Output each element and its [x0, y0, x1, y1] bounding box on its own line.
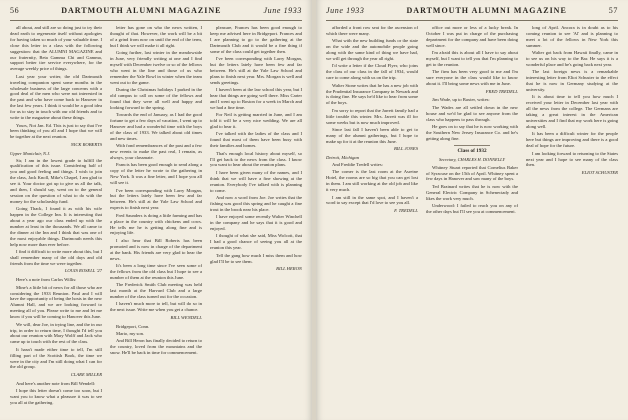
letter-signature: BILL WENDELL — [170, 314, 202, 320]
letter-signature: NICK ROBERTS — [70, 141, 102, 147]
paragraph: Here's a note from Carlos Willis: — [16, 277, 77, 283]
paragraph: Mine's a little bit of news for all those who are considering the 1933 Reunion. Paul and I will have the opportunity of being the hosts in the new Alumni Hall, and we are looking forward to meeting all of you. Please write to me and let me know if you will be coming to Hanover this June. — [10, 284, 102, 320]
paragraph: Last year your writer, the old Dartmouth traveling companion spent some months in the wholesale business of the large concerns with a good deal of the men who were not interested in the past and who have come back to Hanover in the last few years. I think it would be a good idea for us to stay in touch with our old friends and to write to the magazine about these things. — [10, 73, 102, 121]
paragraph: Francis has been good enough to send along a copy of the letter he wrote to the gathering in New York. It was a fine letter, and I hope you all will see it. — [110, 162, 202, 186]
paragraph: I've been corresponding with Larry Morgan, but the letters lately have been few and far between. He's still at the Yale Law School and expects to finish next year. — [110, 187, 202, 211]
paragraph: And here's another note from Bill Wendell: — [16, 380, 96, 386]
paragraph: Mario, my son. — [116, 331, 145, 336]
paragraph: letter has gone on who the news written, I thought of that. However, the work will be a bit of a grind from now on until the end of the term, but I think we will make it all right. — [110, 25, 202, 48]
paragraph: During the Christmas holidays I parked in the old campus to call on some of the fellows and found that they were all well and happy and looking forward to the spring. — [110, 87, 202, 110]
paragraph: He goes on to say that he is now working with the Southern New Jersey Insurance Co. and he's getting along fine. — [426, 124, 518, 141]
letter-location: Upper Montclair, N.J. — [10, 150, 51, 156]
text-column — [526, 25, 618, 420]
letter-location: Detroit, Michigan — [326, 155, 360, 161]
paragraph: That's enough local history about myself, so I'll get back to the news from the class. I know you want to hear about the reunion plans. — [210, 150, 302, 168]
paragraph: I am looking forward to returning to the States next year and I hope to see many of the class then. — [526, 150, 618, 168]
page-number: 57 — [608, 6, 618, 15]
column-group — [326, 25, 618, 420]
paragraph: I also hear that Bill Roberts has been promoted and is now in charge of the department at the bank. His friends are very glad to hear the news. — [110, 237, 202, 261]
paragraph: Fred Saunders is doing a little farming and has a place in the country with chickens and cows. He tells me he is getting along fine and is enjoying life. — [110, 212, 202, 236]
paragraph: I'm afraid this is about all I have to say about myself, but I want to tell you that I'm planning to get to the reunion. — [426, 50, 518, 67]
letter-signature: LOUIS ROSELL '27 — [64, 268, 102, 274]
text-column — [326, 25, 418, 420]
paragraph: It has been a difficult winter for the people here but things are improving and there is a good deal of hope for the future. — [526, 131, 618, 149]
paragraph: long of April. Ancora is in doubt as to his coming reunion to see 'Al' and is planning to meet a lot of the fellows in New York this summer. — [526, 25, 618, 48]
paragraph: office out more or less of a lucky break. In October I was put in charge of the purchasing department for the company and have been doing well since. — [426, 25, 518, 48]
paragraph: I haven't been at the law school this year, but I hear that things are going well there. Miss Carter and I went up to Boston for a week in March and we had a fine time. — [210, 87, 302, 110]
paragraph: What with the new building funds or the state on the wide and the automobile people going along with the same kind of thing we have had, we will get through the year all right. — [326, 38, 418, 62]
section-divider — [454, 145, 491, 146]
paragraph: The Frederick Smith Club meeting was held last month at the Harvard Club and a large number of the class turned out for the occasion. — [110, 282, 202, 299]
paragraph: Going Thack, I found it as with his wife happen in the College Inn. It is interesting that about a year ago our class ended up with the number at least in the thousands. We all came to the dinner at the Inn and I think that was one of the most enjoyable things. Dartmouth needs this help now more than ever before. — [10, 206, 102, 247]
paragraph: I've talked with the ladies of the class and I found that most of them have been busy with their families and homes. — [210, 131, 302, 149]
issue-date: June 1933 — [326, 6, 365, 15]
right-page — [316, 0, 628, 420]
text-column — [110, 25, 202, 420]
paragraph: Yours, Not Jan. Ed. This is just to say that I've been thinking of you all and I hope that we will be together at the next reunion. — [10, 122, 102, 140]
section-heading: Class of 1932 — [457, 147, 487, 154]
text-column — [426, 25, 518, 420]
paragraph: Tell the gang how much I miss them and how glad I'll be to see them. — [210, 252, 302, 264]
paragraph: And Freddie Tredell writes: — [332, 162, 383, 168]
paragraph: I haven't much more to tell, but will do so in the next issue. Write me when you get a chance. — [110, 301, 202, 313]
text-column — [210, 25, 302, 420]
issue-date: June 1933 — [263, 6, 302, 15]
text-column — [10, 25, 102, 420]
section-subheading: Secretary, CHARLES H. DONNELLY — [439, 156, 505, 162]
paragraph: I'm sorry to report that the Jarrett family had a little trouble this winter. Mrs. Jarrett was ill for some weeks but is now much improved. — [326, 107, 418, 125]
paragraph: I am still in the same spot, and I haven't a word to say except that I'd love to see you all. — [326, 194, 418, 206]
paragraph: I'd write a letter if the Cloud Flyer, who joins the class of our class in the fall of 1934, would care to come along with us on the trip. — [326, 63, 418, 81]
letter-signature: BILL HERON — [276, 265, 302, 271]
running-head — [326, 6, 618, 21]
paragraph: Whitney Stuart reported that Cornelius Baker of Syracuse on the 15th of April. Whitney spent a few days in Hanover and saw many of the boys. — [426, 164, 518, 182]
paragraph: all about, and still are so doing just to try their dead earth to regenerate itself without apologies for having taken so much of your valuable time. I close this letter in a class with the following suggestion: that the ALUMNI MAGAZINE and our fraternity, Beta Gamma Chi and Gamma, support better tire service everywhere, for the average weekly price of things. — [10, 25, 102, 72]
paragraph: The Wades are all settled down in the new house and we'd be glad to see anyone from the class who happens to pass through. — [426, 104, 518, 122]
paragraph: Going further, last winter in the meadowside in June, very friendly writing at one and I find myself with December twelve or so of the fellows who went in the line and those of us who remember the Yale Bowl in winter when the team went out to the game. — [110, 50, 202, 85]
paragraph: It hasn't made either time to tell, I'm still filling part of the Scottish Book, the time we were in the city and I'm still doing what I can for the old group. — [10, 346, 102, 370]
paragraph: Underwood: I failed to reach you on any of the other days but I'll see you at commencement. — [426, 203, 518, 214]
page-number: 56 — [10, 6, 20, 15]
paragraph: afforded a front row seat for the ascension of which there were many. — [326, 25, 418, 36]
paragraph: The firm has been very good to me and I'm sure everyone in the class would like to know about it. I'll bring some news with me in June. — [426, 69, 518, 87]
paragraph: Sir, I am in the lowest grade to fulfill the qualification of this issue. Considering half of you and good feeling and things. I wish to join the class, Jack Knoll, Mike's Chapel, I am glad to see it. Your doctor got up to give us all the talk, and then, I should say, went on to the general session on the question of what to do with the money for the scholarship fund. — [10, 157, 102, 204]
paragraph: Ted Brainard writes that he is now with the General Electric Company in Schenectady and likes the work very much. — [426, 183, 518, 201]
paragraph: Walter got back from Hawaii finally, came in to see us on his way to the Bar. He says it is a wonderful place and he's going back next year. — [526, 50, 618, 67]
paragraph: Jim Wade, up to Baxter, writes: — [432, 97, 490, 103]
paragraph: And now a word from Joe. Joe writes that the fishing was good this spring and he caught a fine trout in the brook near his place. — [210, 194, 302, 212]
left-page — [0, 0, 312, 420]
letter-signature: F. TREDELL — [394, 207, 418, 213]
paragraph: Towards the end of January, as I had the good fortune to get a few days of vacation, I went up to Hanover and had a wonderful time with the boys of the class of 1933. We talked about old times and new times. — [110, 112, 202, 141]
paragraph: It is about time to tell you how much I received your letter in December last year with all the news from the college. The Germans are taking a great interest in the American universities and I find that my work here is going along well. — [526, 94, 618, 129]
paragraph: The corner is the last room at the Asreine Hotel, the rooms are so big that you can get lost in them. I am still working at the old job and like it very much. — [326, 169, 418, 193]
paragraph: Walter Stone writes that he has a new job with the Prudential Insurance Company in Newark and is doing fine. He says he'd like to hear from some of the boys. — [326, 82, 418, 106]
paragraph: I find it difficult to write more about this, but I shall remember many of the old days and old friends from the time we were together. — [10, 249, 102, 266]
letter-signature: ELIOT SCHUSTER — [581, 169, 618, 175]
paragraph: For Neil is getting married in June, and I am told it will be a very nice wedding. We are all glad to hear it. — [210, 112, 302, 129]
running-head — [10, 6, 302, 21]
paragraph: We will, dear Joe, in trying line, and the in our trip, in order to return time, I thought I'd tell you about our reunion with Mary Wolff and Jack who came up to touch with the rest of the class. — [10, 321, 102, 345]
paragraph: I have been given many of the names, and I think that we will have a fine showing at the reunion. Everybody I've talked with is planning to come. — [210, 169, 302, 193]
letter-signature: CLARE MILLER — [70, 371, 102, 377]
paragraph: I hope this letter doesn't come too soon, but I want you to know what a pleasure it was to see you all at the gathering. — [10, 388, 102, 405]
paragraph: The last foreign news is a remarkable interesting letter from Eliot Schuster to the effect that he is now in Germany studying at the university. — [526, 69, 618, 93]
paragraph: It's been a long time since I've seen some of the fellows from the old class but I hope to see a number of them at the reunion this June. — [110, 262, 202, 280]
paragraph: Bridgeport, Conn. — [116, 323, 150, 329]
paragraph: I thought of what she said, Miss Wolcott, that I had a good chance of seeing you all at the reunion this year. — [210, 233, 302, 251]
magazine-title: DARTMOUTH ALUMNI MAGAZINE — [406, 6, 567, 15]
paragraph: pleasure, Frances has been good enough to keep me advised here in Bridgeport. Frances and I are planning to go to the gathering at the Dartmouth Club and it would be a fine thing if some of the class could get together then. — [210, 25, 302, 54]
magazine-title: DARTMOUTH ALUMNI MAGAZINE — [61, 6, 222, 15]
paragraph: Since last fall I haven't been able to get to many of the alumni gatherings, but I hope to make up for it at the reunion this June. — [326, 127, 418, 144]
column-group — [10, 25, 302, 420]
paragraph: And Bill Heron has finally decided to return to the country, loved from the mountains and the snow. He'll be back in time for commencement. — [110, 338, 202, 356]
letter-signature: FRED TREDELL — [485, 88, 518, 94]
paragraph: With fond remembrances of the past and a few new events to make the past real, I remain, as always, your classmate. — [110, 143, 202, 161]
paragraph: I have enjoyed some recently Walter Winchell in the company and he says that it is good and enjoyed. — [210, 214, 302, 231]
paragraph: I've been corresponding with Larry Morgan, but the letters lately have been few and far between. He's still at the Yale Law School and plans to finish next year. Mrs. Morgan is well and sends greetings. — [210, 56, 302, 85]
letter-signature: BILL JONES — [393, 146, 418, 152]
